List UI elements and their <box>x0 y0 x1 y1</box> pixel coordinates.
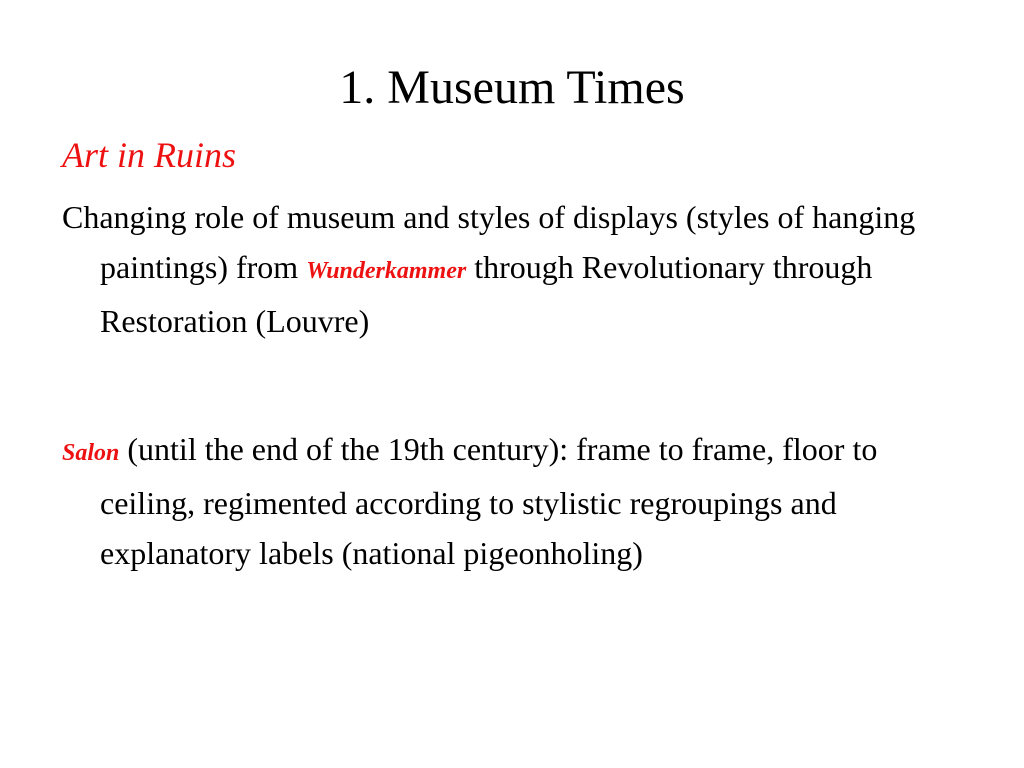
slide-subtitle: Art in Ruins <box>62 135 237 175</box>
paragraph-text-before: Changing role of museum and styles of displays (styles of hanging paintings) from <box>62 199 916 285</box>
paragraph-display-styles <box>62 192 972 346</box>
slide-title: 1. Museum Times <box>339 61 685 114</box>
term-wunderkammer: Wunderkammer <box>306 258 467 284</box>
term-salon: Salon <box>62 440 120 466</box>
paragraph-text-after: through Revolutionary through Restoration (Louvre) <box>100 249 873 339</box>
paragraph-salon <box>62 424 972 578</box>
paragraph-text-after: (until the end of the 19th century): frame to frame, floor to ceiling, regimented according to stylistic regroupings and explanatory labels (national pigeonholing) <box>100 431 878 571</box>
